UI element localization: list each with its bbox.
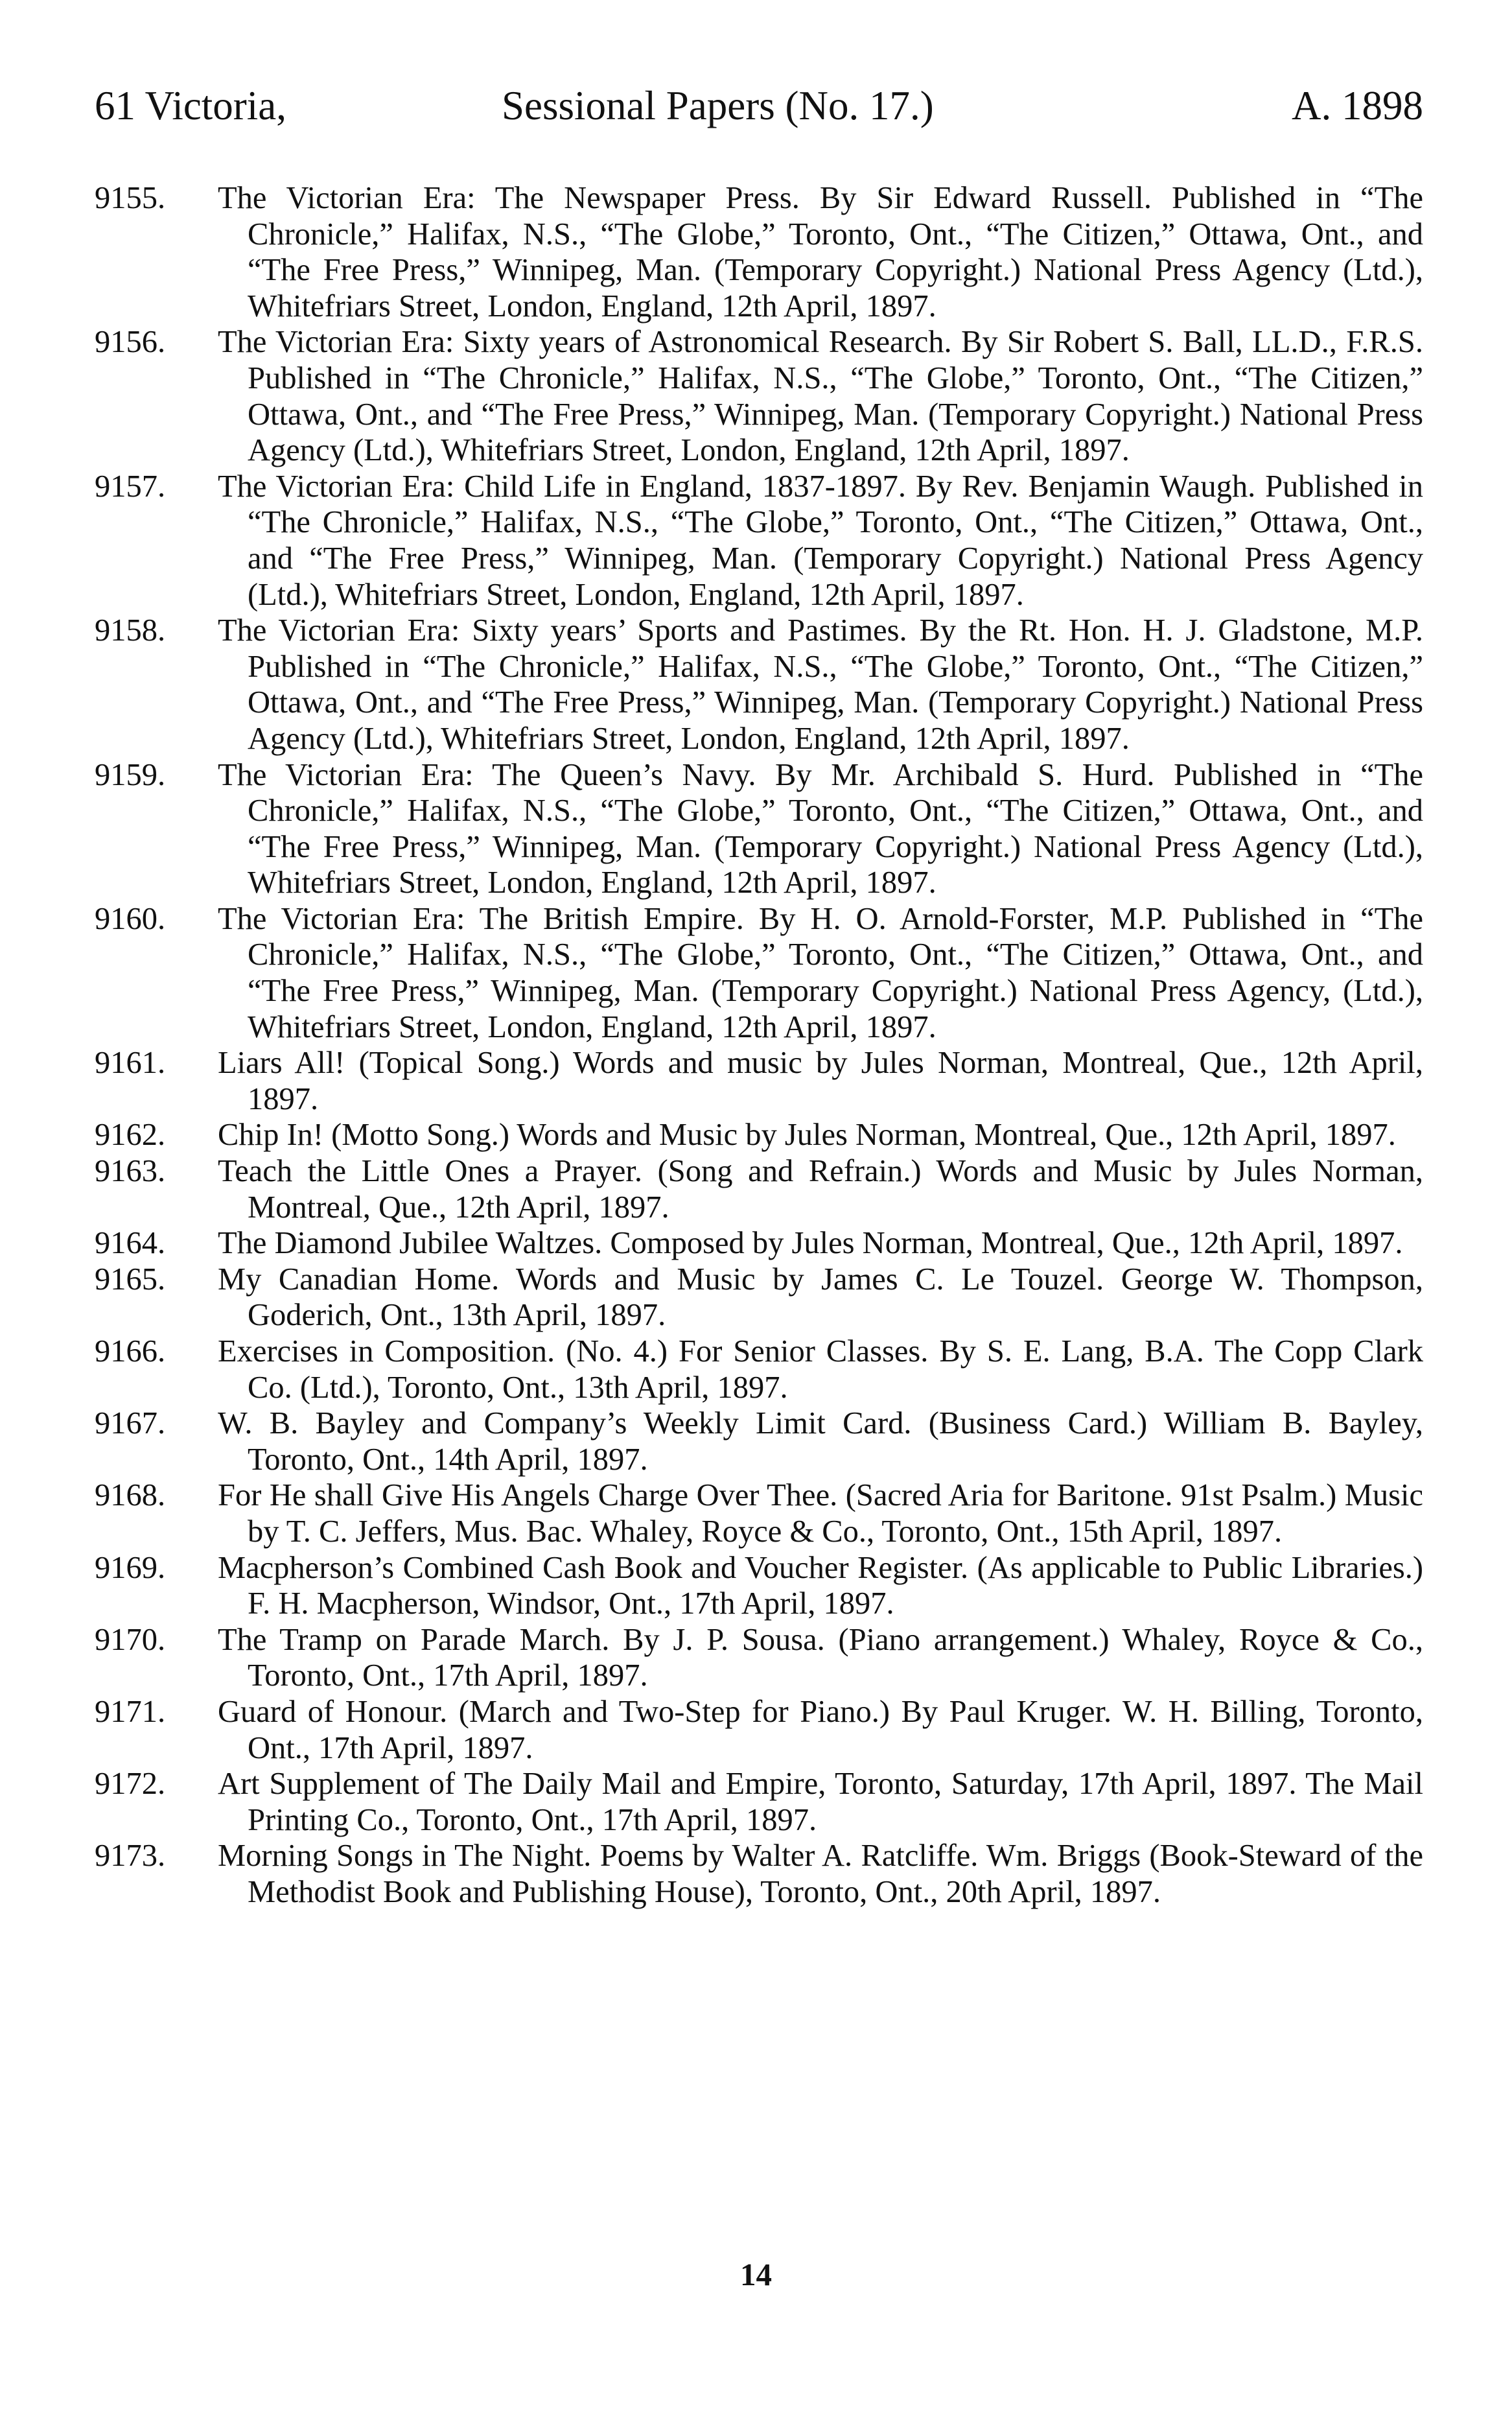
entry-list — [95, 180, 1423, 1911]
entry-number: 9163. — [95, 1154, 166, 1189]
entry-text: The Victorian Era: The Newspaper Press. By Sir Edward Russell. Published in “The Chronicle,” Halifax, N.S., “The Globe,” Toronto, Ont., “The Citizen,” Ottawa, Ont., and “The Free Press,” Winnipeg, Man. (Temporary Copyright.) National Press Agency (Ltd.), Whitefriars Street, London, England, 12th April, 1897. — [218, 181, 1423, 323]
entry-text: The Victorian Era: Sixty years’ Sports and Pastimes. By the Rt. Hon. H. J. Gladstone, M.P. Published in “The Chronicle,” Halifax, N.S., “The Globe,” Toronto, Ont., “The Citizen,” Ottawa, Ont., and “The Free Press,” Winnipeg, Man. (Temporary Copyright.) National Press Agency (Ltd.), Whitefriars Street, London, England, 12th April, 1897. — [218, 613, 1423, 756]
list-item — [95, 1766, 1423, 1838]
entry-text: Teach the Little Ones a Prayer. (Song and Refrain.) Words and Music by Jules Norman, Montreal, Que., 12th April, 1897. — [218, 1154, 1423, 1225]
running-head — [95, 76, 1423, 135]
list-item — [95, 1153, 1423, 1225]
entry-text: Guard of Honour. (March and Two-Step for Piano.) By Paul Kruger. W. H. Billing, Toronto, Ont., 17th April, 1897. — [218, 1694, 1423, 1765]
entry-text: Liars All! (Topical Song.) Words and music by Jules Norman, Montreal, Que., 12th April, 1897. — [218, 1046, 1423, 1116]
list-item — [95, 1838, 1423, 1910]
entry-text: The Victorian Era: The British Empire. By H. O. Arnold-Forster, M.P. Published in “The Chronicle,” Halifax, N.S., “The Globe,” Toronto, Ont., “The Citizen,” Ottawa, Ont., and “The Free Press,” Winnipeg, Man. (Temporary Copyright.) National Press Agency, (Ltd.), Whitefriars Street, London, England, 12th April, 1897. — [218, 901, 1423, 1044]
entry-text: Macpherson’s Combined Cash Book and Voucher Register. (As applicable to Public Libraries.) F. H. Macpherson, Windsor, Ont., 17th April, 1897. — [218, 1550, 1423, 1621]
list-item — [95, 757, 1423, 901]
header-regnal-year: 61 Victoria, — [95, 83, 286, 128]
entry-text: The Diamond Jubilee Waltzes. Composed by Jules Norman, Montreal, Que., 12th April, 1897. — [218, 1226, 1403, 1261]
entry-number: 9165. — [95, 1262, 166, 1297]
entry-number: 9156. — [95, 325, 166, 360]
entry-text: The Victorian Era: Child Life in England, 1837-1897. By Rev. Benjamin Waugh. Published in “The Chronicle,” Halifax, N.S., “The Globe,” Toronto, Ont., “The Citizen,” Ottawa, Ont., and “The Free Press,” Winnipeg, Man. (Temporary Copyright.) National Press Agency (Ltd.), Whitefriars Street, London, England, 12th April, 1897. — [218, 469, 1423, 612]
header-year: A. 1898 — [1292, 83, 1423, 128]
list-item — [95, 324, 1423, 468]
entry-text: W. B. Bayley and Company’s Weekly Limit Card. (Business Card.) William B. Bayley, Toronto, Ont., 14th April, 1897. — [218, 1406, 1423, 1477]
entry-number: 9161. — [95, 1046, 166, 1081]
entry-number: 9158. — [95, 613, 166, 648]
entry-number: 9169. — [95, 1550, 166, 1585]
list-item — [95, 1477, 1423, 1549]
entry-number: 9168. — [95, 1478, 166, 1513]
list-item — [95, 901, 1423, 1045]
entry-text: My Canadian Home. Words and Music by James C. Le Touzel. George W. Thompson, Goderich, Ont., 13th April, 1897. — [218, 1262, 1423, 1333]
list-item — [95, 1045, 1423, 1117]
entry-number: 9166. — [95, 1334, 166, 1369]
entry-number: 9164. — [95, 1226, 166, 1261]
entry-number: 9173. — [95, 1839, 166, 1874]
entry-text: Art Supplement of The Daily Mail and Empire, Toronto, Saturday, 17th April, 1897. The Mail Printing Co., Toronto, Ont., 17th April, 1897. — [218, 1767, 1423, 1837]
list-item — [95, 1550, 1423, 1622]
list-item — [95, 1225, 1423, 1262]
list-item — [95, 180, 1423, 324]
list-item — [95, 1622, 1423, 1694]
list-item — [95, 1117, 1423, 1153]
entry-number: 9160. — [95, 901, 166, 936]
entry-number: 9171. — [95, 1694, 166, 1729]
entry-number: 9155. — [95, 181, 166, 215]
entry-text: Chip In! (Motto Song.) Words and Music by Jules Norman, Montreal, Que., 12th April, 1897. — [218, 1118, 1396, 1153]
entry-number: 9162. — [95, 1118, 166, 1153]
list-item — [95, 1694, 1423, 1766]
entry-text: The Tramp on Parade March. By J. P. Sousa. (Piano arrangement.) Whaley, Royce & Co., Toronto, Ont., 17th April, 1897. — [218, 1622, 1423, 1693]
list-item — [95, 1405, 1423, 1477]
entry-number: 9167. — [95, 1406, 166, 1441]
entry-text: The Victorian Era: Sixty years of Astronomical Research. By Sir Robert S. Ball, LL.D., F.R.S. Published in “The Chronicle,” Halifax, N.S., “The Globe,” Toronto, Ont., “The Citizen,” Ottawa, Ont., and “The Free Press,” Winnipeg, Man. (Temporary Copyright.) National Press Agency (Ltd.), Whitefriars Street, London, England, 12th April, 1897. — [218, 325, 1423, 468]
entry-text: Morning Songs in The Night. Poems by Walter A. Ratcliffe. Wm. Briggs (Book-Steward of the Methodist Book and Publishing House), Toronto, Ont., 20th April, 1897. — [218, 1839, 1423, 1909]
entry-text: For He shall Give His Angels Charge Over Thee. (Sacred Aria for Baritone. 91st Psalm.) Music by T. C. Jeffers, Mus. Bac. Whaley, Royce & Co., Toronto, Ont., 15th April, 1897. — [218, 1478, 1423, 1549]
list-item — [95, 1334, 1423, 1405]
list-item — [95, 1262, 1423, 1334]
entry-number: 9159. — [95, 757, 166, 792]
entry-number: 9157. — [95, 469, 166, 504]
entry-text: Exercises in Composition. (No. 4.) For Senior Classes. By S. E. Lang, B.A. The Copp Clark Co. (Ltd.), Toronto, Ont., 13th April, 1897. — [218, 1334, 1423, 1405]
entry-number: 9170. — [95, 1622, 166, 1657]
list-item — [95, 613, 1423, 757]
header-title: Sessional Papers (No. 17.) — [502, 83, 934, 128]
list-item — [95, 469, 1423, 613]
entry-text: The Victorian Era: The Queen’s Navy. By Mr. Archibald S. Hurd. Published in “The Chronicle,” Halifax, N.S., “The Globe,” Toronto, Ont., “The Citizen,” Ottawa, Ont., and “The Free Press,” Winnipeg, Man. (Temporary Copyright.) National Press Agency (Ltd.), Whitefriars Street, London, England, 12th April, 1897. — [218, 757, 1423, 900]
entry-number: 9172. — [95, 1767, 166, 1802]
page-number: 14 — [740, 2257, 772, 2292]
